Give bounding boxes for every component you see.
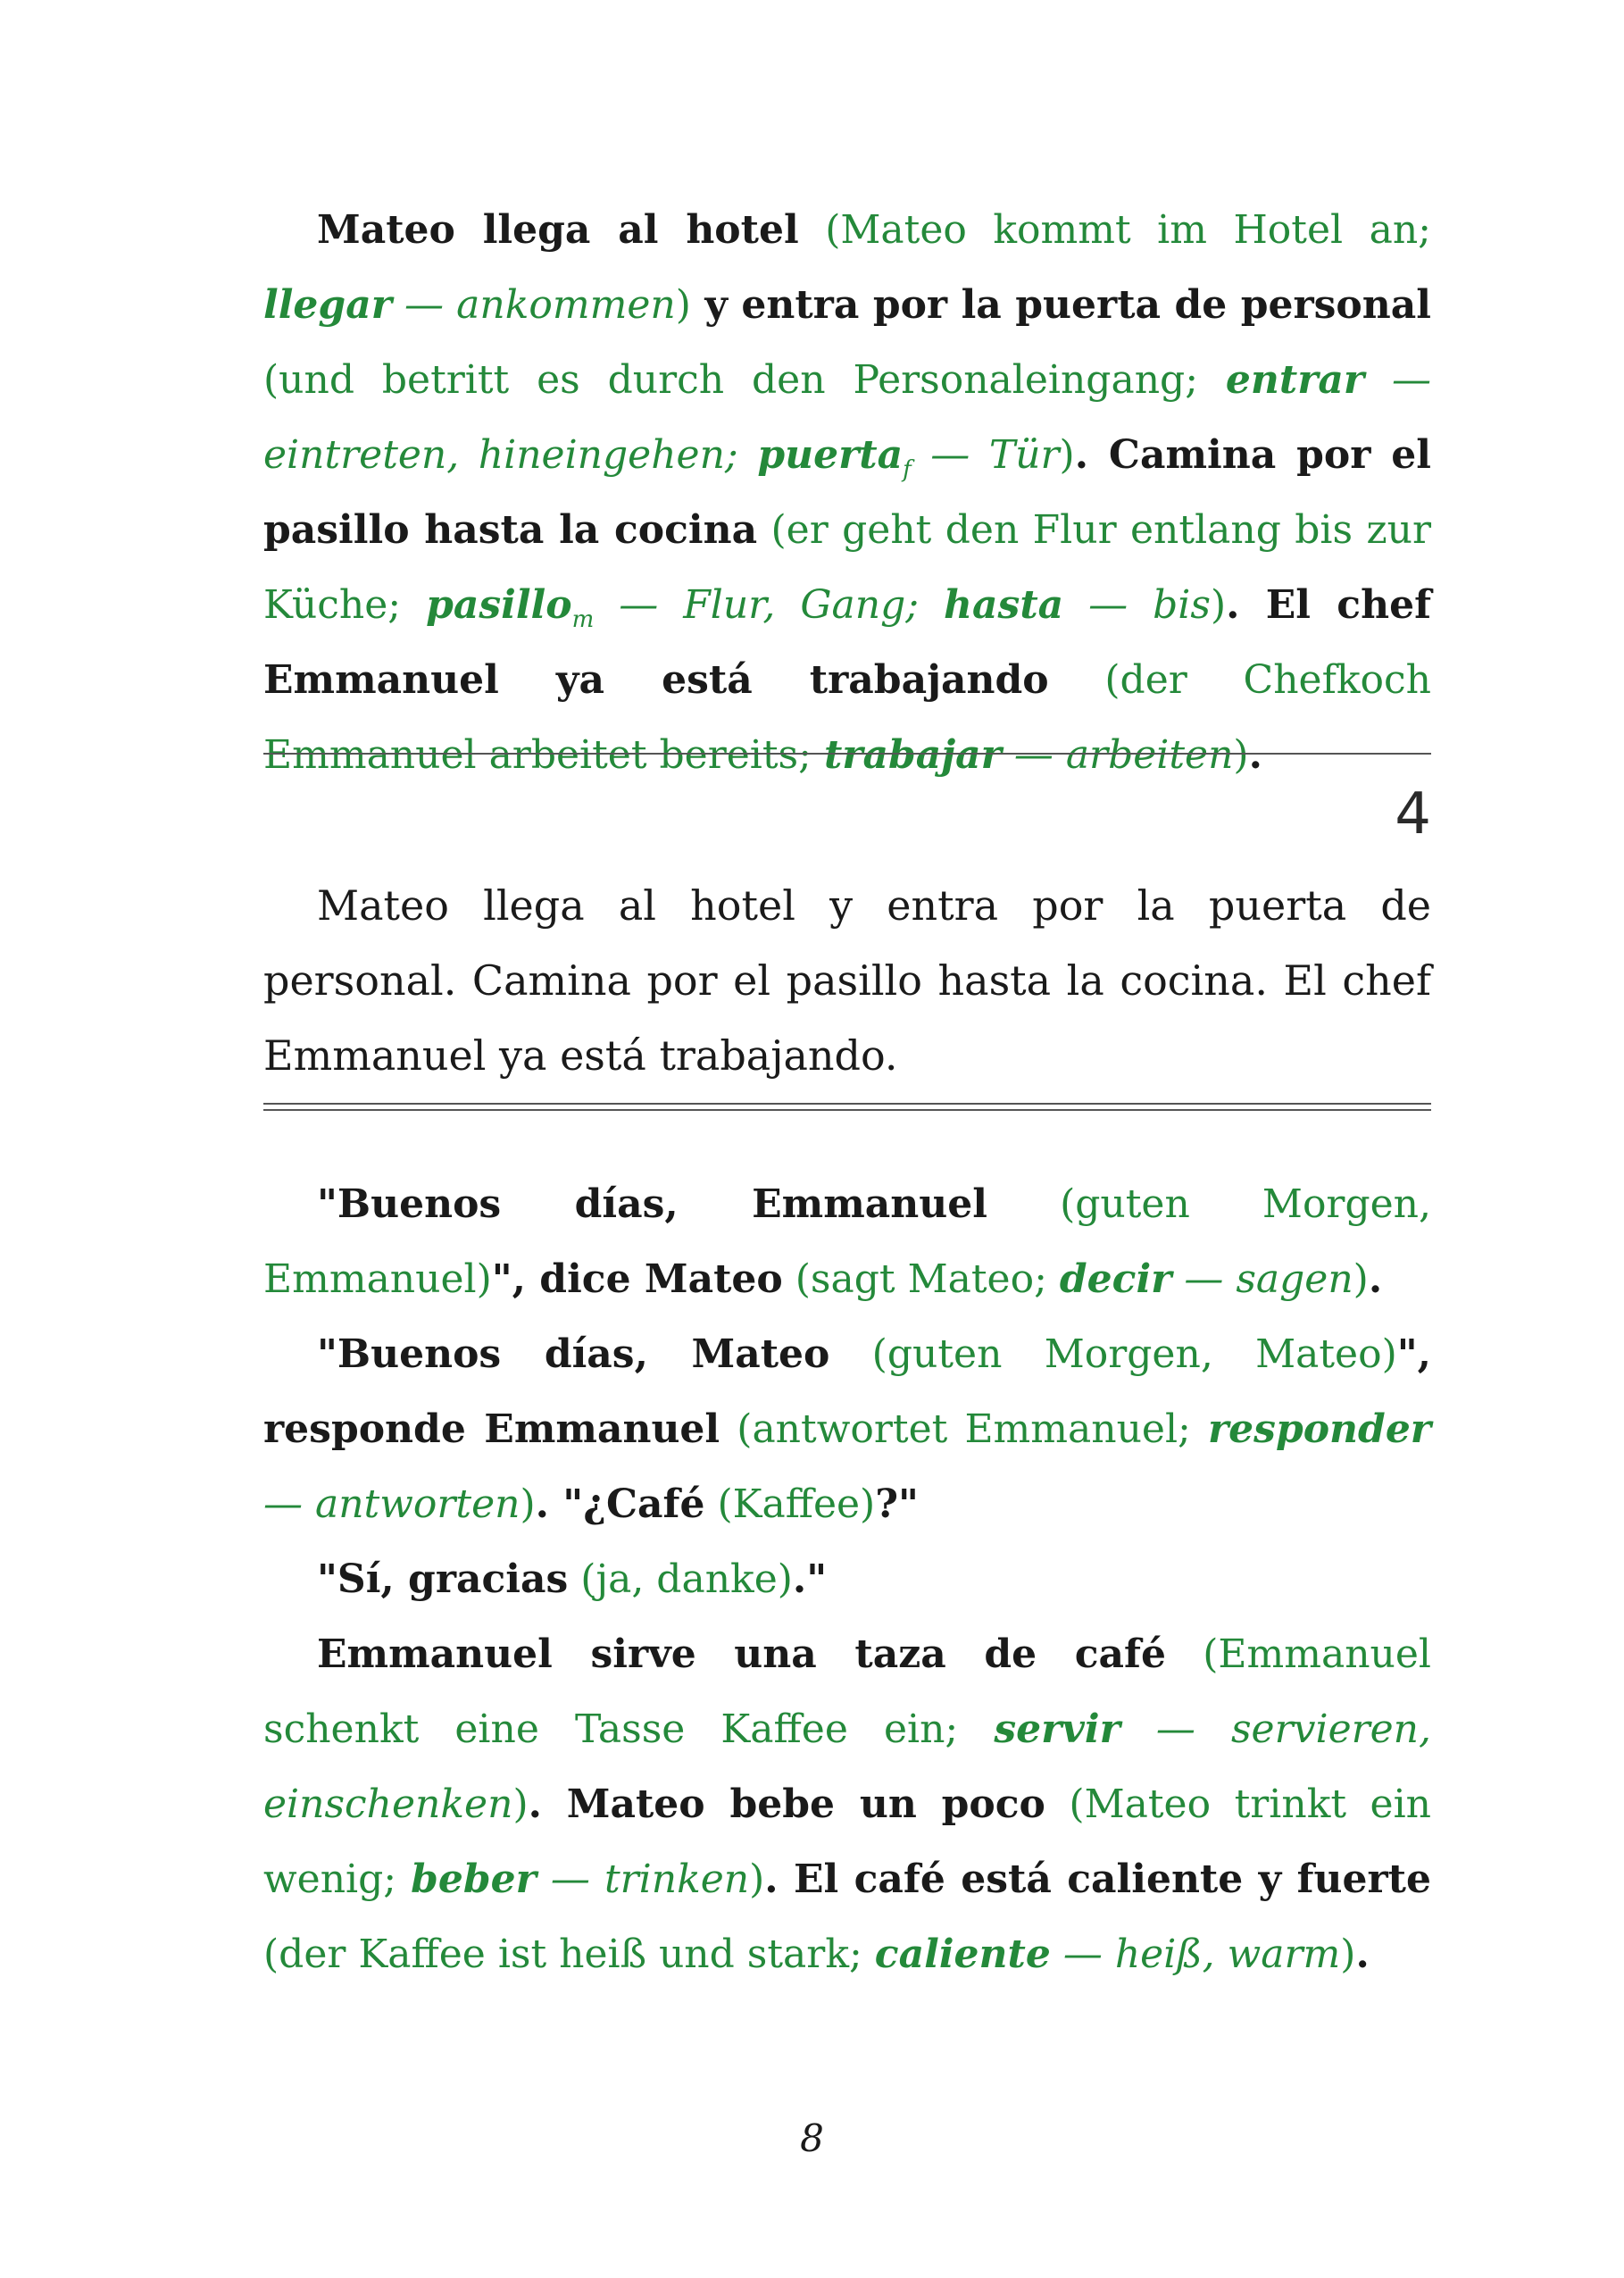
vocab-translation: — trinken [536, 1857, 750, 1902]
german-gloss: (und betritt es durch den Personaleingang; [263, 357, 1226, 403]
vocab-translation: — sagen [1171, 1256, 1353, 1302]
spanish-text: . [1368, 1256, 1383, 1302]
vocab-translation: — Tür [911, 432, 1060, 478]
german-gloss: ) [1340, 1932, 1356, 1977]
spanish-text: . El café está caliente y fuerte [764, 1857, 1431, 1902]
spanish-text: . [1355, 1932, 1370, 1977]
german-gloss: ) [675, 282, 691, 328]
vocab-word: decir [1059, 1256, 1172, 1302]
section-number: 4 [1395, 781, 1431, 847]
vocab-word: beber [411, 1857, 537, 1902]
annotated-section-2 [263, 1167, 1431, 1992]
annotated-paragraph [263, 1167, 1431, 1317]
vocab-translation: — bis [1063, 582, 1211, 628]
vocab-translation: — ankommen [391, 282, 676, 328]
spanish-text: "Sí, gracias [317, 1556, 569, 1602]
spanish-text: "Buenos días, Emmanuel [317, 1181, 987, 1227]
annotated-paragraph [263, 1617, 1431, 1992]
german-gloss: ) [520, 1481, 536, 1527]
vocab-word: hasta [944, 582, 1064, 628]
annotated-paragraph [263, 1317, 1431, 1542]
spanish-text: ", responde Emmanuel [263, 1331, 1431, 1452]
german-gloss: (der Kaffee ist heiß und stark; [263, 1932, 875, 1977]
spanish-text: . "¿Café [535, 1481, 705, 1527]
spanish-text: ", dice Mateo [491, 1256, 783, 1302]
spanish-text: ?" [875, 1481, 919, 1527]
german-gloss: (Mateo kommt im Hotel an; [798, 207, 1431, 253]
plain-paragraph: Mateo llega al hotel y entra por la puerta de personal. Camina por el pasillo hasta la cocina. El chef Emmanuel ya está trabajando. [263, 881, 1431, 1080]
vocab-translation: — heiß, warm [1050, 1932, 1341, 1977]
german-gloss: ) [1353, 1256, 1369, 1302]
spanish-text: . El chef Emmanuel ya está trabajando [263, 582, 1432, 703]
vocab-word: responder [1208, 1406, 1431, 1452]
spanish-text: ." [792, 1556, 828, 1602]
spanish-text: y entra por la puerta de personal [690, 282, 1431, 328]
german-gloss: ) [512, 1782, 529, 1827]
german-gloss: (guten Morgen, Mateo) [829, 1331, 1397, 1377]
vocab-word: trabajar [823, 732, 1002, 778]
plain-text-section [263, 868, 1431, 1093]
vocab-translation: — arbeiten [1001, 732, 1234, 778]
vocab-word: servir [994, 1706, 1120, 1752]
german-gloss: (Emmanuel schenkt eine Tasse Kaffee ein; [263, 1631, 1431, 1752]
section-divider [263, 753, 1431, 755]
german-gloss: (er geht den Flur entlang bis zur Küche; [263, 507, 1431, 628]
vocab-word: caliente [874, 1932, 1051, 1977]
vocab-word: entrar [1225, 357, 1365, 403]
german-gloss: (guten Morgen, Emmanuel) [263, 1181, 1431, 1302]
german-gloss: ) [1210, 582, 1227, 628]
german-gloss: (der Chefkoch Emmanuel arbeitet bereits; [263, 657, 1432, 778]
german-gloss: (ja, danke) [568, 1556, 793, 1602]
double-divider [263, 1103, 1431, 1111]
german-gloss: (antwortet Emmanuel; [720, 1406, 1208, 1452]
page-number: 8 [800, 2116, 824, 2160]
annotated-paragraph [263, 1542, 1431, 1617]
vocab-translation: — antworten [263, 1481, 521, 1527]
spanish-text: . Camina por el pasillo hasta la cocina [263, 432, 1432, 553]
vocab-word: pasillo [426, 582, 572, 628]
gender-marker: m [571, 606, 595, 633]
gender-marker: f [903, 456, 912, 483]
vocab-word: llegar [263, 282, 392, 328]
spanish-text: . [1248, 732, 1262, 778]
german-gloss: ) [1233, 732, 1249, 778]
spanish-text: "Buenos días, Mateo [317, 1331, 830, 1377]
spanish-text: . Mateo bebe un poco [528, 1782, 1045, 1827]
vocab-translation: — Flur, Gang; [594, 582, 945, 628]
german-gloss: (Mateo trinkt ein wenig; [263, 1782, 1431, 1902]
annotated-paragraph [263, 193, 1431, 793]
german-gloss: (Kaffee) [704, 1481, 876, 1527]
spanish-text: Emmanuel sirve una taza de café [317, 1631, 1166, 1677]
annotated-section-1 [263, 193, 1431, 793]
spanish-text: Mateo llega al hotel [317, 207, 799, 253]
vocab-translation: — eintreten, hineingehen; [263, 357, 1431, 478]
german-gloss: (sagt Mateo; [782, 1256, 1060, 1302]
vocab-translation: — servieren, einschenken [263, 1706, 1431, 1827]
german-gloss: ) [1059, 432, 1075, 478]
vocab-word: puerta [757, 432, 904, 478]
german-gloss: ) [749, 1857, 765, 1902]
